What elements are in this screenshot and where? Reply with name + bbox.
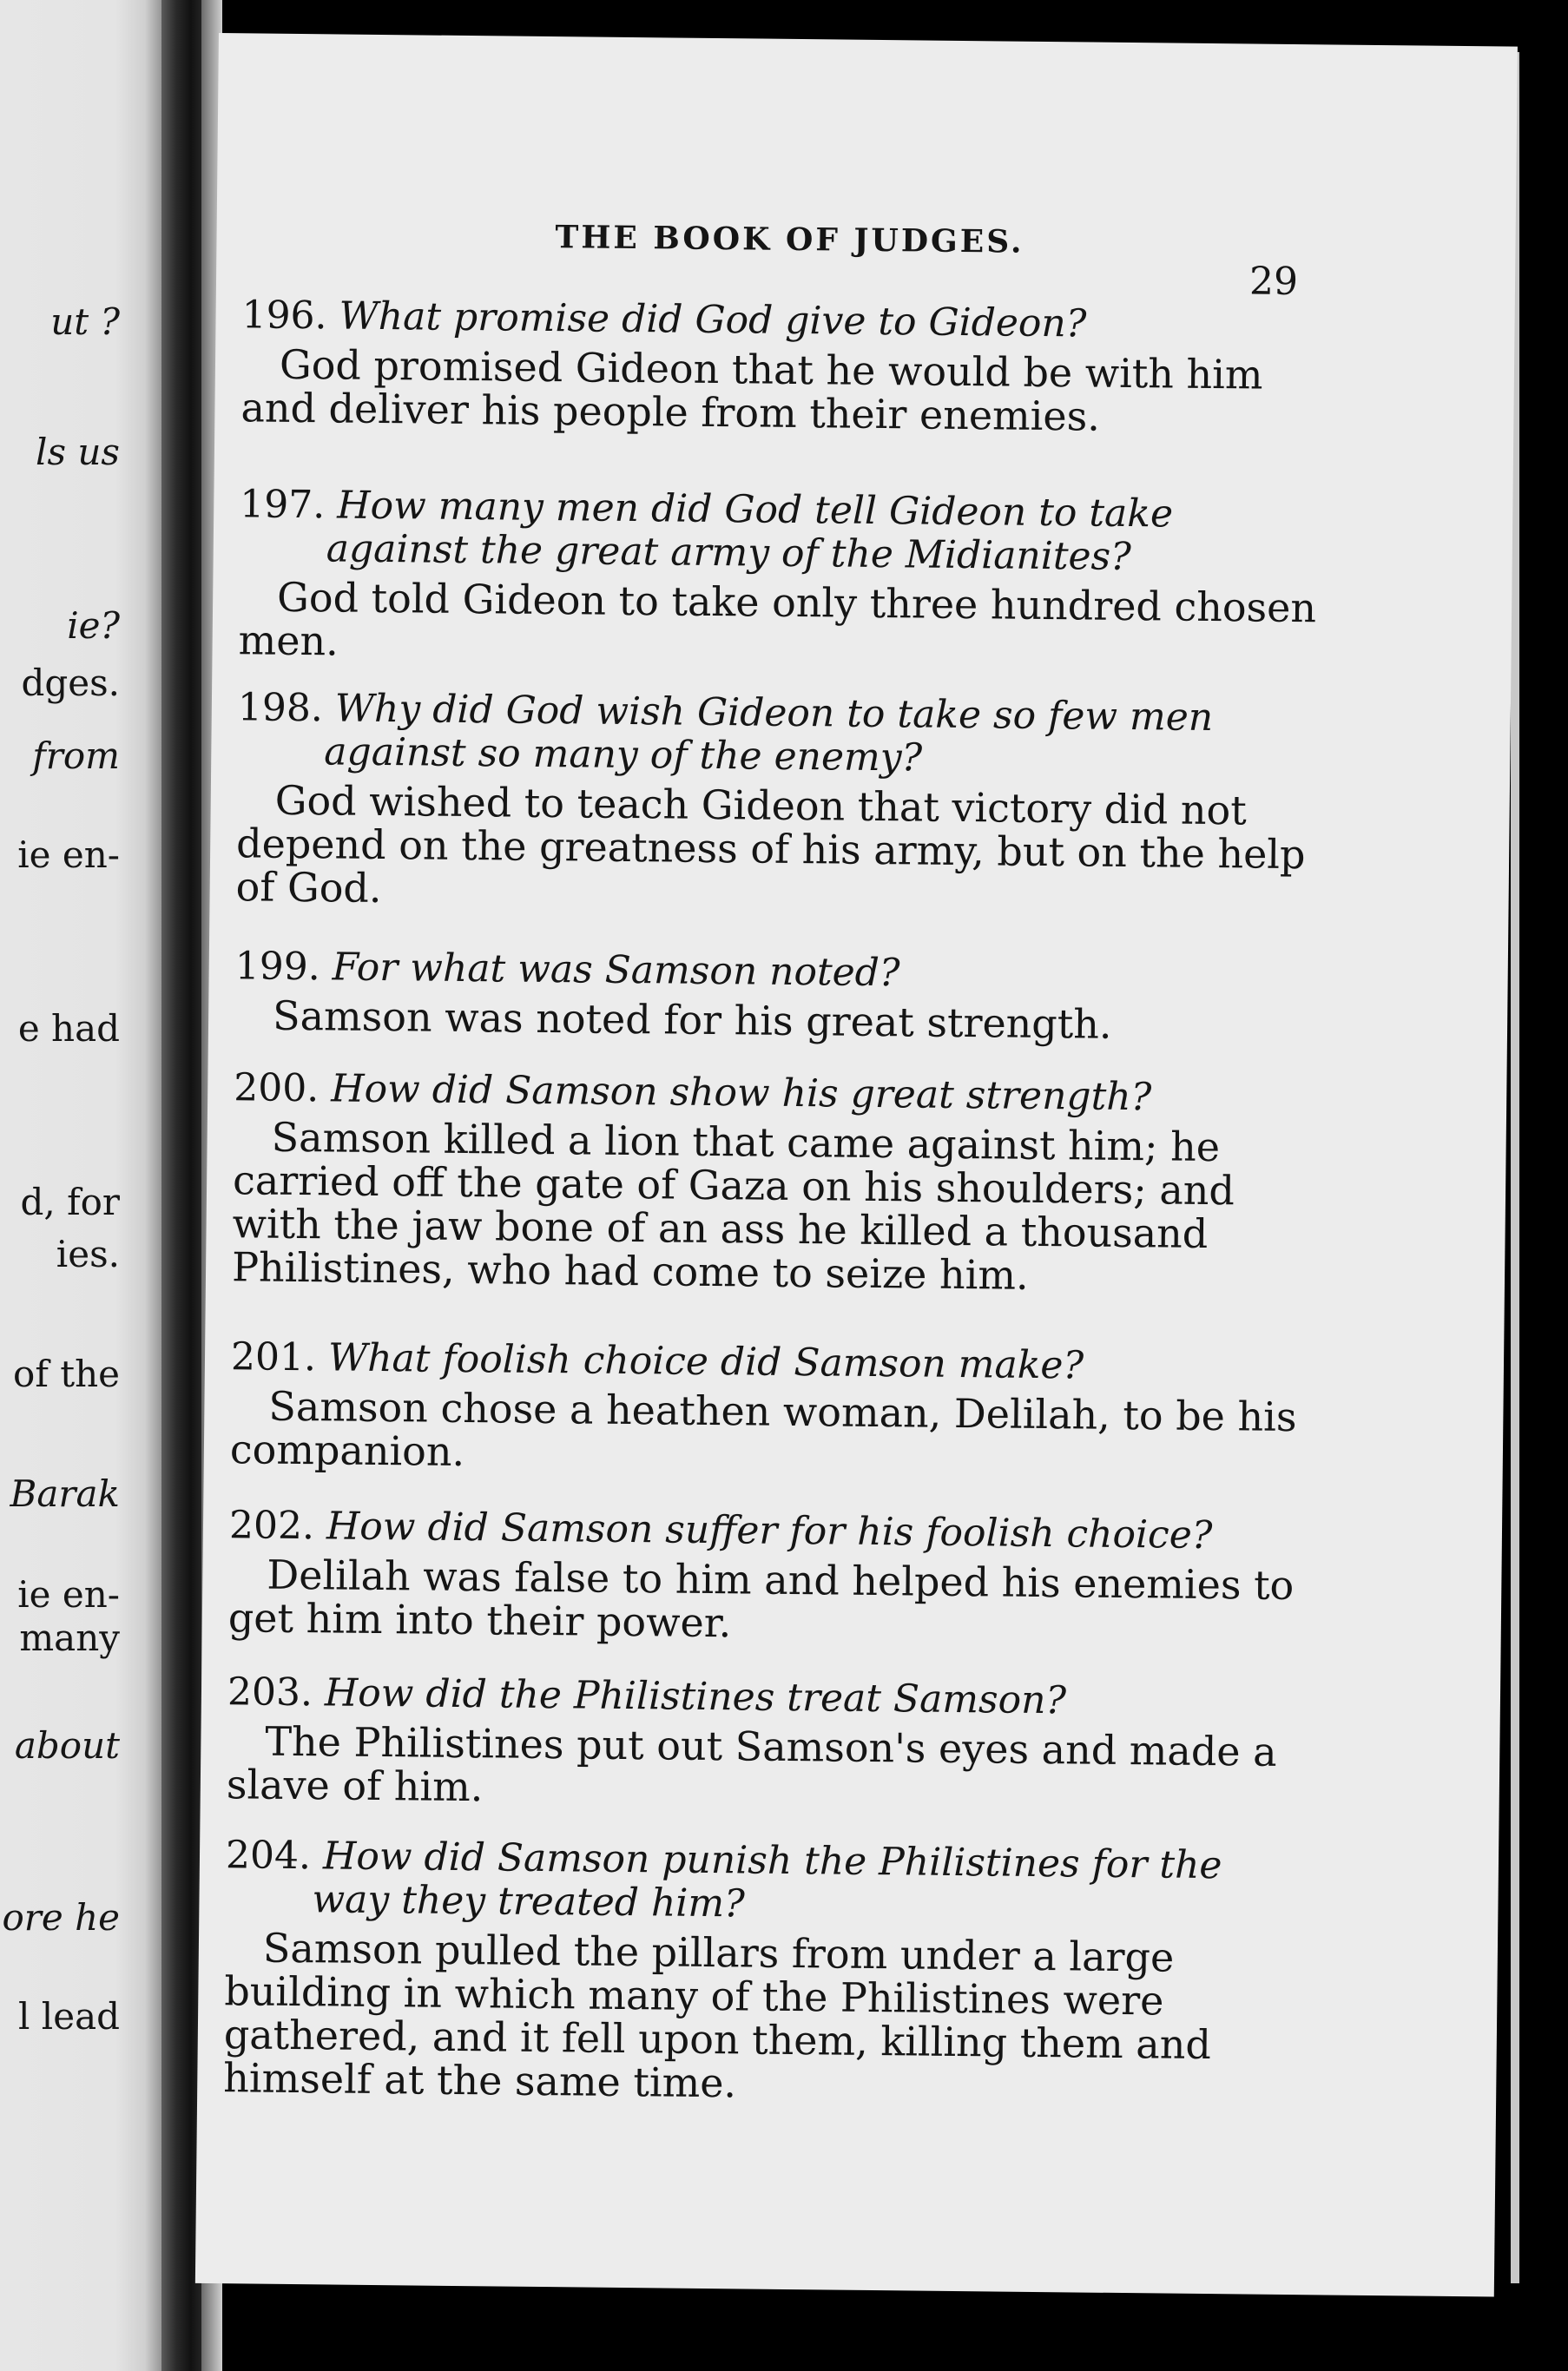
answer: God told Gideon to take only three hundred chosen men. — [238, 573, 1317, 665]
qa-item — [228, 1504, 1315, 1650]
left-page-text: about — [14, 1724, 120, 1767]
question — [237, 686, 1323, 784]
answer: The Philistines put out Samson's eyes and made a slave of him. — [226, 1717, 1277, 1811]
question-text: against the great army of the Midianites? — [326, 526, 1132, 580]
question-text: against so many of the enemy? — [324, 729, 923, 780]
question-number: 201. — [230, 1334, 317, 1380]
question-text: How did the Philistines treat Samson? — [324, 1670, 1067, 1723]
question — [241, 293, 1327, 348]
answer: Samson was noted for his great strength. — [272, 991, 1112, 1048]
running-header: THE BOOK OF JUDGES. — [555, 219, 1024, 260]
left-page-text: ie en- — [17, 833, 120, 876]
left-page-text: ut ? — [50, 300, 120, 343]
answer: Delilah was false to him and helped his enemies to get him into their power. — [227, 1551, 1295, 1647]
question — [227, 1670, 1313, 1725]
left-page-fragment — [0, 0, 165, 2371]
question-number: 200. — [234, 1065, 320, 1111]
answer: Samson killed a lion that came against him; he carried off the gate of Gaza on his shoulders; and with the jaw bone of an ass he killed a thousand Philistines, who had come to seize him. — [231, 1113, 1235, 1299]
question-text: What foolish choice did Samson make? — [327, 1335, 1084, 1388]
left-page-text: ie? — [67, 604, 120, 647]
qa-item — [240, 293, 1328, 440]
question-text: Why did God wish Gideon to take so few men — [334, 686, 1214, 741]
left-page-text: ls us — [36, 431, 120, 473]
question — [234, 945, 1320, 999]
question — [240, 483, 1326, 581]
question — [231, 1335, 1316, 1390]
question-text: How many men did God tell Gideon to take — [337, 483, 1174, 537]
left-page-text: from — [32, 734, 120, 777]
qa-item — [230, 1335, 1317, 1482]
page-number: 29 — [1248, 259, 1299, 305]
qa-item — [227, 1670, 1314, 1817]
answer: God promised Gideon that he would be with him and deliver his people from their enemies. — [240, 340, 1263, 440]
right-page — [195, 33, 1518, 2297]
question-text: way they treated him? — [312, 1877, 745, 1926]
qa-item — [232, 1066, 1320, 1300]
question — [229, 1504, 1314, 1558]
left-page-text: ore he — [2, 1896, 120, 1939]
answer: God wished to teach Gideon that victory did not depend on the greatness of his army, but on the help of God. — [235, 776, 1306, 912]
question-text: How did Samson show his great strength? — [330, 1066, 1152, 1120]
question-text: For what was Samson noted? — [332, 945, 900, 996]
answer: Samson chose a heathen woman, Delilah, to be his companion. — [229, 1382, 1297, 1476]
left-page-text: ies. — [56, 1233, 120, 1275]
left-page-text: e had — [17, 1007, 120, 1050]
question-number: 204. — [225, 1833, 312, 1879]
qa-item — [223, 1834, 1311, 2111]
left-page-text: d, for — [20, 1181, 120, 1223]
qa-item — [235, 686, 1323, 919]
left-page-text: Barak — [10, 1472, 120, 1515]
left-page-text: l lead — [18, 1995, 120, 2038]
question-number: 198. — [237, 685, 324, 731]
answer: Samson pulled the pillars from under a large building in which many of the Philistines were gathered, and it fell upon them, killing them and himself at the same time. — [223, 1924, 1212, 2107]
question — [234, 1066, 1319, 1121]
question — [225, 1834, 1311, 1932]
question-number: 202. — [228, 1503, 315, 1549]
left-page-text: of the — [13, 1353, 120, 1395]
question-text: How did Samson suffer for his foolish choice? — [326, 1504, 1213, 1558]
question-number: 197. — [240, 482, 326, 528]
left-page-text: many — [19, 1617, 120, 1659]
question-number: 199. — [234, 944, 320, 990]
qa-item — [238, 483, 1325, 673]
left-page-text: ie en- — [17, 1573, 120, 1616]
question-text: How did Samson punish the Philistines for the — [322, 1834, 1222, 1888]
question-number: 203. — [227, 1670, 313, 1716]
left-page-text: dges. — [21, 662, 120, 704]
question-number: 196. — [241, 293, 327, 339]
book-gutter — [161, 0, 203, 2371]
qa-item — [234, 945, 1321, 1048]
question-text: What promise did God give to Gideon? — [339, 293, 1087, 346]
